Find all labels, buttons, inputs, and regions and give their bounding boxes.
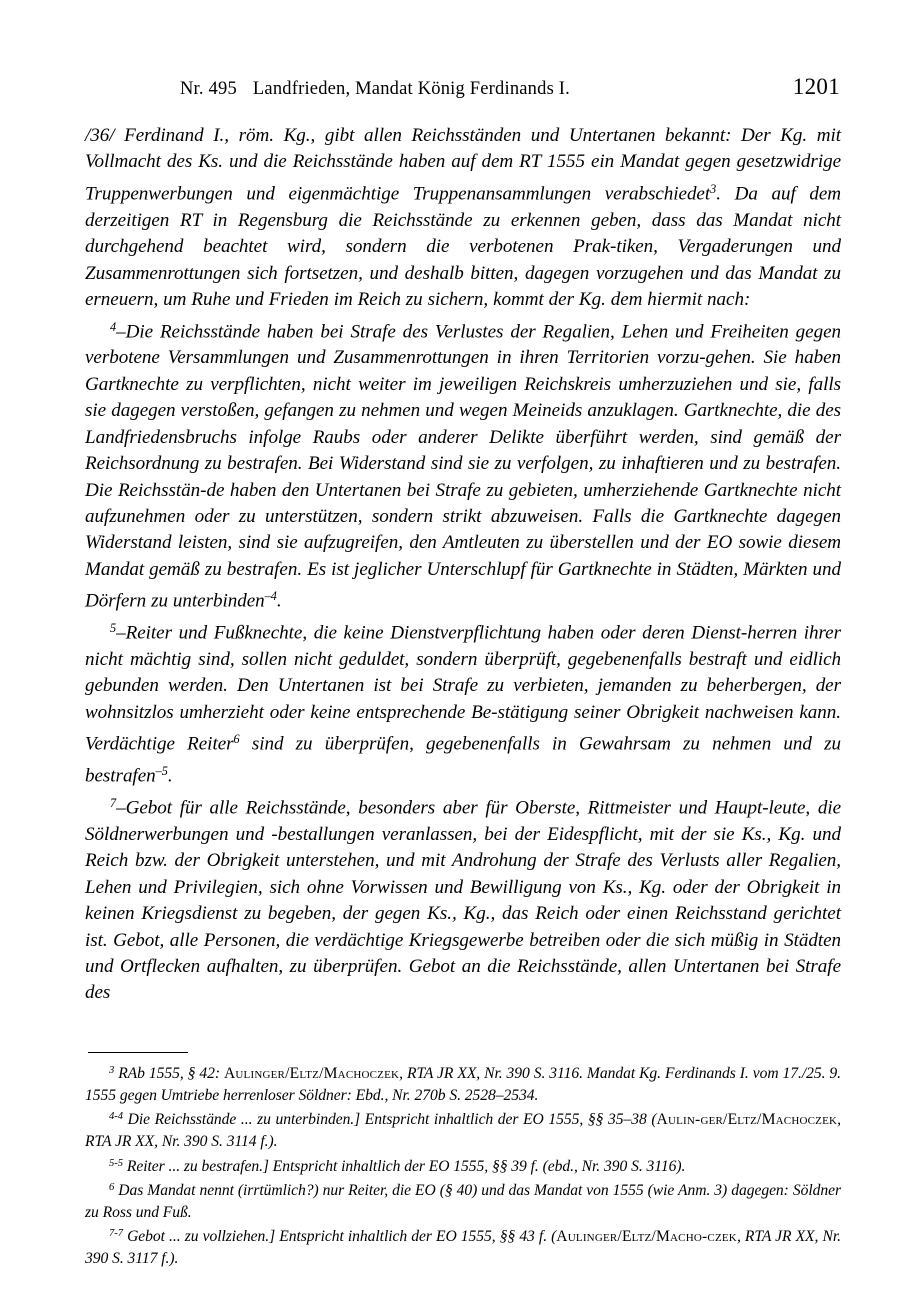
footnote-3-marker: 3 — [109, 1065, 115, 1076]
footnote-4-authors-a: Aulin- — [656, 1111, 701, 1129]
section-marker-close-4: –4 — [264, 589, 277, 604]
footnote-4-authors-b: ger/Eltz/Machoczek — [700, 1111, 838, 1129]
footnote-3-part2: , RTA JR XX, Nr. 390 S. 3116. Mandat Kg. Ferdinands I. vom 17./25. 9. 1555 gegen Umtriebe herrenloser Söldner: Ebd., Nr. 270b S. 2528–2534. — [85, 1065, 841, 1104]
footnote-7-part2: , RTA JR XX, Nr. 390 S. 3117 f.). — [85, 1228, 841, 1268]
paragraph-4 — [85, 314, 841, 616]
paragraph-5-text-after: . — [167, 765, 173, 787]
running-head — [85, 74, 840, 104]
running-head-title-group — [180, 79, 570, 100]
footnote-3-part1: RAb 1555, § 42: — [118, 1065, 224, 1083]
footnote-apparatus — [85, 1052, 841, 1270]
footnote-ref-3: 3 — [710, 181, 717, 196]
footnote-7-authors-a: Aulinger/Eltz/Macho- — [556, 1228, 708, 1246]
paragraph-36 — [85, 123, 841, 314]
paragraph-5 — [85, 615, 841, 790]
footnote-4-marker: 4-4 — [109, 1111, 123, 1123]
footnote-7-authors-b: czek — [707, 1228, 737, 1246]
body-text — [85, 123, 841, 1007]
footnote-3-authors: Aulinger/Eltz/Machoczek — [223, 1065, 400, 1083]
paragraph-5-text-mid: sind zu überprüfen, gegebenenfalls in Gewahrsam zu nehmen und zu bestrafen — [85, 733, 841, 787]
section-marker-open-5: 5 — [110, 621, 117, 636]
footnote-separator-rule — [88, 1052, 188, 1053]
running-head-title: Landfrieden, Mandat König Ferdinands I. — [252, 79, 570, 99]
footnote-6-marker: 6 — [109, 1182, 115, 1194]
footnote-5-marker: 5-5 — [109, 1157, 123, 1169]
footnote-ref-6: 6 — [233, 732, 240, 747]
footnote-3 — [85, 1060, 841, 1106]
footnote-5 — [85, 1153, 841, 1178]
footnote-7-marker: 7-7 — [109, 1228, 123, 1240]
section-marker-open-7: 7 — [110, 795, 117, 810]
footnote-6 — [85, 1177, 841, 1223]
footnote-7 — [85, 1223, 841, 1269]
footnote-5-part1: Reiter ... zu bestrafen.] Entspricht inhaltlich der EO 1555, §§ 39 f. (ebd., Nr. 390 S. 3116). — [126, 1157, 686, 1175]
footnote-4 — [85, 1106, 841, 1152]
running-head-item-number: Nr. 495 — [180, 79, 237, 99]
section-marker-close-5: –5 — [155, 764, 168, 779]
paragraph-4-text-after: . — [276, 590, 282, 612]
paragraph-7-text: –Gebot für alle Reichsstände, besonders aber für Oberste, Rittmeister und Haupt-leute, die Söldnerwerbungen und -bestallungen veranlassen, bei der Eidespflicht, mit der sie Ks., Kg. und Reich bzw. der Obrigkeit unterstehen, und mit Androhung der Strafe des Verlusts aller Regalien, Lehen und Privilegien, sich ohne Vorwissen und Bewilligung von Ks., Kg. oder der Obrigkeit in keinen Kriegsdienst zu begeben, der gegen Ks., Kg., das Reich oder einen Reichsstand gerichtet ist. Gebot, alle Personen, die verdächtige Kriegsgewerbe betreiben oder die sich müßig in Städten und Ortflecken aufhalten, zu überprüfen. Gebot an die Reichsstände, allen Untertanen bei Strafe des — [85, 797, 841, 1004]
footnote-4-part1: Die Reichsstände ... zu unterbinden.] Entspricht inhaltlich der EO 1555, §§ 35–38 ( — [127, 1111, 657, 1129]
section-marker-open-4: 4 — [110, 319, 117, 334]
paragraph-36-text-after: . Da auf dem derzeitigen RT in Regensburg die Reichsstände zu erkennen geben, dass das Mandat nicht durchgehend beachtet wird, sondern die verbotenen Prak-tiken, Vergaderungen und Zusammenrottungen sich fortsetzen, und deshalb bitten, dagegen vorzugehen und das Mandat zu erneuern, um Ruhe und Frieden im Reich zu sichern, kommt der Kg. dem hiermit nach: — [85, 183, 841, 311]
paragraph-7 — [85, 790, 841, 1007]
paragraph-4-text: –Die Reichsstände haben bei Strafe des Verlustes der Regalien, Lehen und Freiheiten gegen verbotene Versammlungen und Zusammenrottungen in ihren Territorien vorzu-gehen. Sie haben Gartknechte zu verpflichten, nicht weiter im jeweiligen Reichskreis umherzuziehen und sie, falls sie dagegen verstoßen, gefangen zu nehmen und wegen Meineids anzuklagen. Gartknechte, die des Landfriedensbruchs infolge Raubs oder anderer Delikte überführt werden, sind gemäß der Reichsordnung zu bestrafen. Bei Widerstand sind sie zu verfolgen, zu inhaftieren und zu bestrafen. Die Reichsstän-de haben den Untertanen bei Strafe zu gebieten, umherziehende Gartknechte nicht aufzunehmen oder zu unterstützen, sondern strikt abzuweisen. Falls die Gartknechte dagegen Widerstand leisten, sind sie aufzugreifen, den Amtleuten zu überstellen und der EO sowie diesem Mandat gemäß zu bestrafen. Es ist jeglicher Unterschlupf für Gartknechte in Städten, Märkten und Dörfern zu unterbinden — [85, 320, 841, 612]
footnote-4-part2: , RTA JR XX, Nr. 390 S. 3114 f.). — [85, 1111, 841, 1150]
paragraph-5-text: –Reiter und Fußknechte, die keine Dienstverpflichtung haben oder deren Dienst-herren ihrer nicht mächtig sind, sollen nicht geduldet, sondern überprüft, gegebenenfalls bestraft und eidlich gebunden werden. Den Untertanen ist bei Strafe zu verbieten, jemanden zu beherbergen, der wohnsitzlos umherzieht oder keine entsprechende Be-stätigung seiner Obrigkeit nachweisen kann. Verdächtige Reiter — [85, 622, 841, 755]
page-number: 1201 — [792, 74, 840, 99]
paragraph-36-text: /36/ Ferdinand I., röm. Kg., gibt allen Reichsständen und Untertanen bekannt: Der Kg. mit Vollmacht des Ks. und die Reichsstände haben auf dem RT 1555 ein Mandat gegen gesetzwidrige Truppenwerbungen und eigenmächtige Truppenansammlungen verabschiedet — [85, 125, 841, 205]
footnote-6-part1: Das Mandat nennt (irrtümlich?) nur Reiter, die EO (§ 40) und das Mandat von 1555 (wie Anm. 3) dagegen: Söldner zu Ross und Fuß. — [85, 1182, 841, 1221]
footnote-7-part1: Gebot ... zu vollziehen.] Entspricht inhaltlich der EO 1555, §§ 43 f. ( — [127, 1228, 557, 1246]
